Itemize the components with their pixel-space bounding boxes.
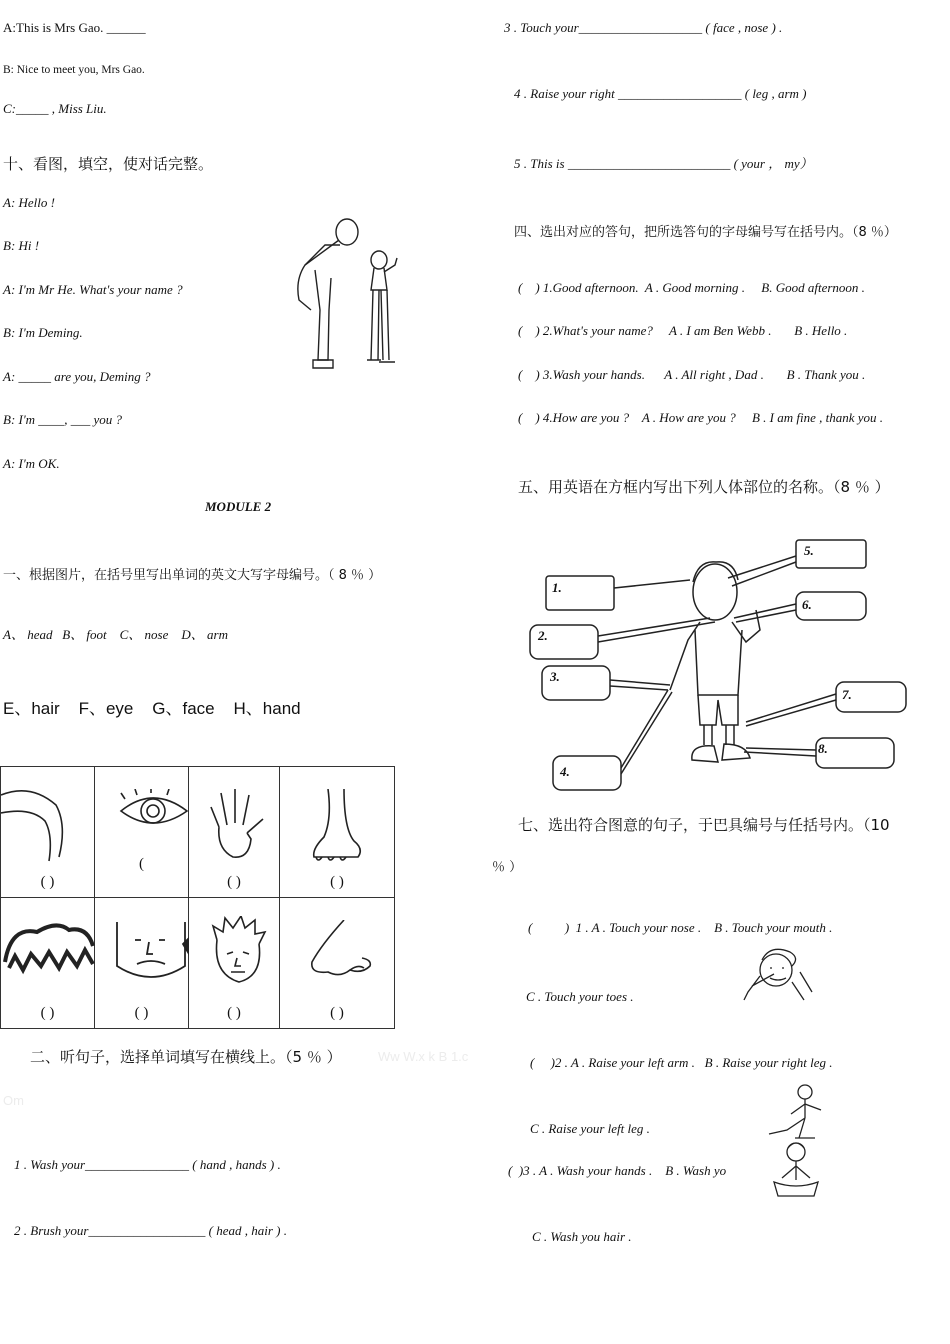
word-options-row2: E、hair F、eye G、face H、hand <box>3 699 301 718</box>
dialog-line: B: Nice to meet you, Mrs Gao. <box>3 64 145 76</box>
wash-hands-illustration <box>766 1138 826 1200</box>
grid-cell-head <box>189 898 280 1029</box>
dialog-line: A: I'm OK. <box>3 456 60 471</box>
grid-cell-eye <box>95 767 189 898</box>
answer-paren[interactable]: ( ) <box>134 1005 149 1021</box>
answer-paren[interactable]: ( ) <box>330 874 344 890</box>
answer-paren[interactable]: ( ) <box>40 874 55 890</box>
choice-question: ( )2 . A . Raise your left arm . B . Raise your right leg . <box>530 1055 833 1070</box>
dialog-line: A:This is Mrs Gao. ______ <box>3 20 146 35</box>
grid-cell-arm <box>1 767 95 898</box>
dialog-line: C:_____ , Miss Liu. <box>3 101 107 116</box>
body-part-picture-grid <box>0 766 395 1029</box>
touch-nose-illustration <box>740 942 820 1002</box>
match-question: ( ) 1.Good afternoon. A . Good morning . B. Good afternoon . <box>518 280 865 295</box>
diagram-label: 4. <box>560 764 570 779</box>
dialog-line: B: I'm Deming. <box>3 325 83 340</box>
raise-leg-illustration <box>765 1082 840 1142</box>
match-question: ( ) 2.What's your name? A . I am Ben Webb . B . Hello . <box>518 323 848 338</box>
diagram-label: 1. <box>552 580 562 595</box>
head-icon <box>209 916 269 988</box>
diagram-label: 5. <box>804 543 814 558</box>
section-7-title: 七、选出符合图意的句子，于巴具编号与任括号内。（10 <box>518 816 890 834</box>
dialog-line: B: Hi ! <box>3 238 40 253</box>
diagram-label: 2. <box>538 628 548 643</box>
fill-question-4: 4 . Raise your right ___________________ ( leg , arm ) <box>514 86 807 101</box>
answer-paren[interactable]: ( ) <box>40 1005 55 1021</box>
eye-icon <box>117 789 189 835</box>
nose-icon <box>306 920 376 980</box>
choice-question: ( )3 . A . Wash your hands . B . Wash yo <box>508 1163 727 1178</box>
dialog-line: A: _____ are you, Deming ? <box>3 369 151 384</box>
watermark: Om <box>3 1093 24 1108</box>
grid-cell-face <box>95 898 189 1029</box>
section-1-title: 一、根据图片，在括号里写出单词的英文大写字母编号。（ 8 ％ ） <box>3 568 382 583</box>
fill-question-5: 5 . This is _________________________ ( your ， my） <box>514 156 813 171</box>
grid-cell-hand <box>189 767 280 898</box>
hand-icon <box>207 787 267 867</box>
fill-question-1: 1 . Wash your________________ ( hand , hands ) . <box>14 1157 281 1172</box>
choice-option: C . Wash you hair . <box>532 1229 632 1244</box>
grid-cell-hair <box>1 898 95 1029</box>
section-5-title: 五、用英语在方框内写出下列人体部位的名称。（8 ％ ） <box>518 478 890 496</box>
arm-icon <box>1 785 71 865</box>
section-2-title: 二、听句子，选择单词填写在横线上。（5 ％ ） <box>30 1048 342 1066</box>
dialog-line: A: I'm Mr He. What's your name ? <box>3 282 183 297</box>
hair-icon <box>1 916 95 976</box>
fill-question-3: 3 . Touch your___________________ ( face , nose ) . <box>504 20 783 35</box>
answer-paren[interactable]: ( ) <box>330 1005 344 1021</box>
man-and-boy-illustration <box>285 210 415 375</box>
choice-option: C . Touch your toes . <box>526 989 634 1004</box>
match-question: ( ) 3.Wash your hands. A . All right , Dad . B . Thank you . <box>518 367 866 382</box>
choice-option: C . Raise your left leg . <box>530 1121 650 1136</box>
section-10-title: 十、看图，填空，使对话完整。 <box>3 155 214 173</box>
match-question: ( ) 4.How are you ? A . How are you ? B . I am fine , thank you . <box>518 410 884 425</box>
body-parts-diagram <box>520 530 910 795</box>
diagram-label: 6. <box>802 597 812 612</box>
face-icon <box>111 918 189 988</box>
grid-cell-foot <box>280 767 395 898</box>
answer-paren[interactable]: ( ) <box>227 1005 241 1021</box>
diagram-label: 8. <box>818 741 828 756</box>
dialog-line: B: I'm ____, ___ you ? <box>3 412 123 427</box>
fill-question-2: 2 . Brush your__________________ ( head , hair ) . <box>14 1223 287 1238</box>
grid-cell-nose <box>280 898 395 1029</box>
watermark: Ww W.x k B 1.c <box>378 1049 469 1064</box>
foot-icon <box>308 789 368 864</box>
section-7-title-cont: ％ ） <box>492 860 523 875</box>
diagram-label: 7. <box>842 687 852 702</box>
diagram-label: 3. <box>550 669 560 684</box>
dialog-line: A: Hello ! <box>3 195 55 210</box>
section-4-title: 四、选出对应的答句，把所选答句的字母编号写在括号内。（8 ％） <box>514 225 897 240</box>
word-options-row1: A、 head B、 foot C、 nose D、 arm <box>3 627 228 642</box>
answer-paren[interactable]: ( ) <box>227 874 241 890</box>
module-title: MODULE 2 <box>205 499 272 514</box>
choice-question: ( ) 1 . A . Touch your nose . B . Touch your mouth . <box>528 920 833 935</box>
answer-paren[interactable]: ( <box>139 856 144 872</box>
